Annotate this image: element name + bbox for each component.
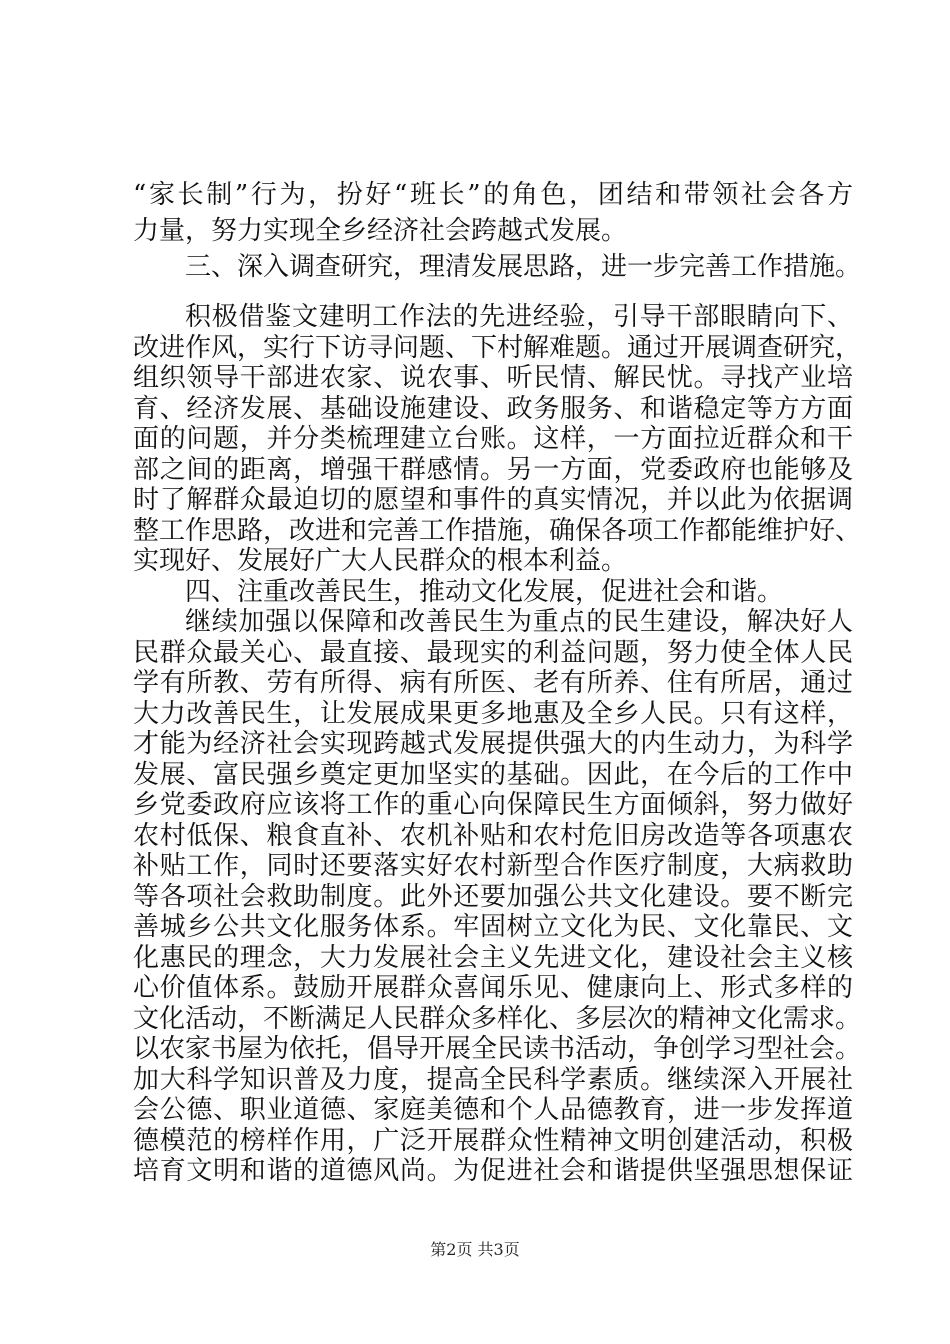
text-line: 学有所教、劳有所得、病有所医、老有所养、住有所居，通过 xyxy=(133,668,853,698)
text-line: 善城乡公共文化服务体系。牢固树立文化为民、文化靠民、文 xyxy=(133,912,853,942)
text-line: 乡党委政府应该将工作的重心向保障民生方面倾斜，努力做好 xyxy=(133,790,853,820)
text-line: 面的问题，并分类梳理建立台账。这样，一方面拉近群众和干 xyxy=(133,424,853,454)
text-line: 部之间的距离，增强干群感情。另一方面，党委政府也能够及 xyxy=(133,454,853,485)
text-line: 改进作风，实行下访寻问题、下村解难题。通过开展调查研究， xyxy=(133,332,862,363)
text-line: 发展、富民强乡奠定更加坚实的基础。因此，在今后的工作中 xyxy=(133,759,853,790)
text-line: 以农家书屋为依托，倡导开展全民读书活动，争创学习型社会。 xyxy=(133,1034,862,1064)
section-heading-3: 三、深入调查研究，理清发展思路，进一步完善工作措施。 xyxy=(185,252,862,282)
text-line: 组织领导干部进农家、说农事、听民情、解民忧。寻找产业培 xyxy=(133,363,853,393)
text-line: 才能为经济社会实现跨越式发展提供强大的内生动力，为科学 xyxy=(133,729,853,759)
text-line: 继续加强以保障和改善民生为重点的民生建设，解决好人 xyxy=(185,607,853,637)
text-line: 大力改善民生，让发展成果更多地惠及全乡人民。只有这样， xyxy=(133,698,853,729)
text-line: 时了解群众最迫切的愿望和事件的真实情况，并以此为依据调 xyxy=(133,485,853,515)
text-line: 等各项社会救助制度。此外还要加强公共文化建设。要不断完 xyxy=(133,881,853,912)
text-line: 加大科学知识普及力度，提高全民科学素质。继续深入开展社 xyxy=(133,1064,853,1095)
text-line: 培育文明和谐的道德风尚。为促进社会和谐提供坚强思想保证 xyxy=(133,1156,853,1186)
text-line: 整工作思路，改进和完善工作措施，确保各项工作都能维护好、 xyxy=(133,515,862,546)
text-line: 力量，努力实现全乡经济社会跨越式发展。 xyxy=(133,216,628,246)
text-line: 文化活动，不断满足人民群众多样化、多层次的精神文化需求。 xyxy=(133,1003,862,1034)
text-line: 心价值体系。鼓励开展群众喜闻乐见、健康向上、形式多样的 xyxy=(133,973,853,1003)
text-line: “家长制”行为，扮好“班长”的角色，团结和带领社会各方 xyxy=(133,180,853,210)
text-line: 育、经济发展、基础设施建设、政务服务、和谐稳定等方方面 xyxy=(133,393,853,424)
text-line: 民群众最关心、最直接、最现实的利益问题，努力使全体人民 xyxy=(133,637,853,668)
text-line: 会公德、职业道德、家庭美德和个人品德教育，进一步发挥道 xyxy=(133,1095,853,1125)
text-line: 补贴工作，同时还要落实好农村新型合作医疗制度，大病救助 xyxy=(133,851,853,881)
text-line: 积极借鉴文建明工作法的先进经验，引导干部眼睛向下、 xyxy=(185,302,853,332)
text-line: 实现好、发展好广大人民群众的根本利益。 xyxy=(133,546,628,576)
section-heading-4: 四、注重改善民生，推动文化发展，促进社会和谐。 xyxy=(185,576,784,607)
page-footer: 第2页 共3页 xyxy=(430,1240,520,1259)
text-line: 化惠民的理念，大力发展社会主义先进文化，建设社会主义核 xyxy=(133,942,853,973)
text-line: 农村低保、粮食直补、农机补贴和农村危旧房改造等各项惠农 xyxy=(133,820,853,851)
text-line: 德模范的榜样作用，广泛开展群众性精神文明创建活动，积极 xyxy=(133,1125,853,1156)
